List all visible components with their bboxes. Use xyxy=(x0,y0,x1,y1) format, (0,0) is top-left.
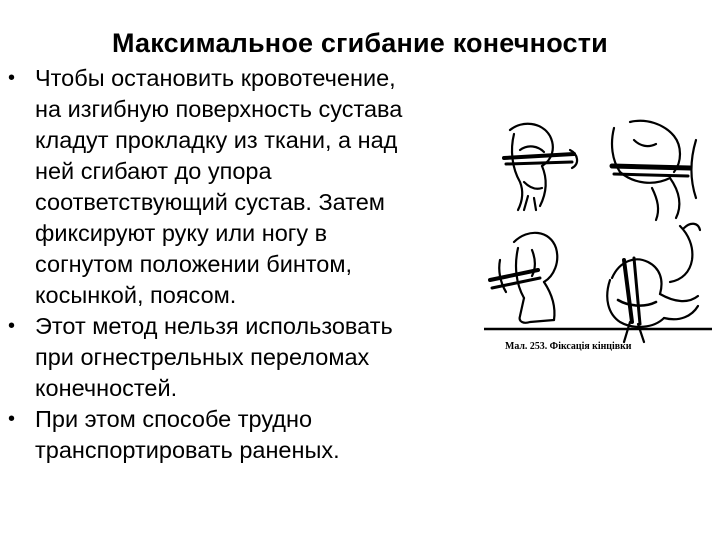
figure-caption: Мал. 253. Фіксація кінцівки xyxy=(505,340,632,352)
bullet-line: косынкой, поясом. xyxy=(35,282,237,308)
bullet-list xyxy=(8,63,486,466)
bullet-item xyxy=(8,404,486,466)
bullet-line: фиксируют руку или ногу в xyxy=(35,220,328,246)
knee-flexion-drawing xyxy=(490,233,557,323)
bullet-line: ней сгибают до упора xyxy=(35,158,272,184)
bullet-line: согнутом положении бинтом, xyxy=(35,251,353,277)
bullet-line: соответствующий сустав. Затем xyxy=(35,189,385,215)
bullet-dot-icon: • xyxy=(8,315,16,337)
limb-fixation-illustration xyxy=(484,110,712,370)
hip-flexion-drawing xyxy=(607,224,700,342)
bullet-item xyxy=(8,63,486,311)
bullet-line: кладут прокладку из ткани, а над xyxy=(35,127,398,153)
bullet-dot-icon: • xyxy=(8,408,16,430)
bullet-line: При этом способе трудно xyxy=(35,406,313,432)
bullet-line: на изгибную поверхность сустава xyxy=(35,96,403,122)
shoulder-flexion-drawing xyxy=(504,124,577,210)
bullet-line: конечностей. xyxy=(35,375,178,401)
bullet-item xyxy=(8,311,486,404)
bullet-line: транспортировать раненых. xyxy=(35,437,340,463)
bullet-line: Этот метод нельзя использовать xyxy=(35,313,393,339)
slide-title: Максимальное сгибание конечности xyxy=(112,28,608,58)
bullet-dot-icon: • xyxy=(8,67,16,89)
elbow-flexion-drawing xyxy=(612,121,696,220)
bullet-line: при огнестрельных переломах xyxy=(35,344,370,370)
bullet-line: Чтобы остановить кровотечение, xyxy=(35,65,396,91)
